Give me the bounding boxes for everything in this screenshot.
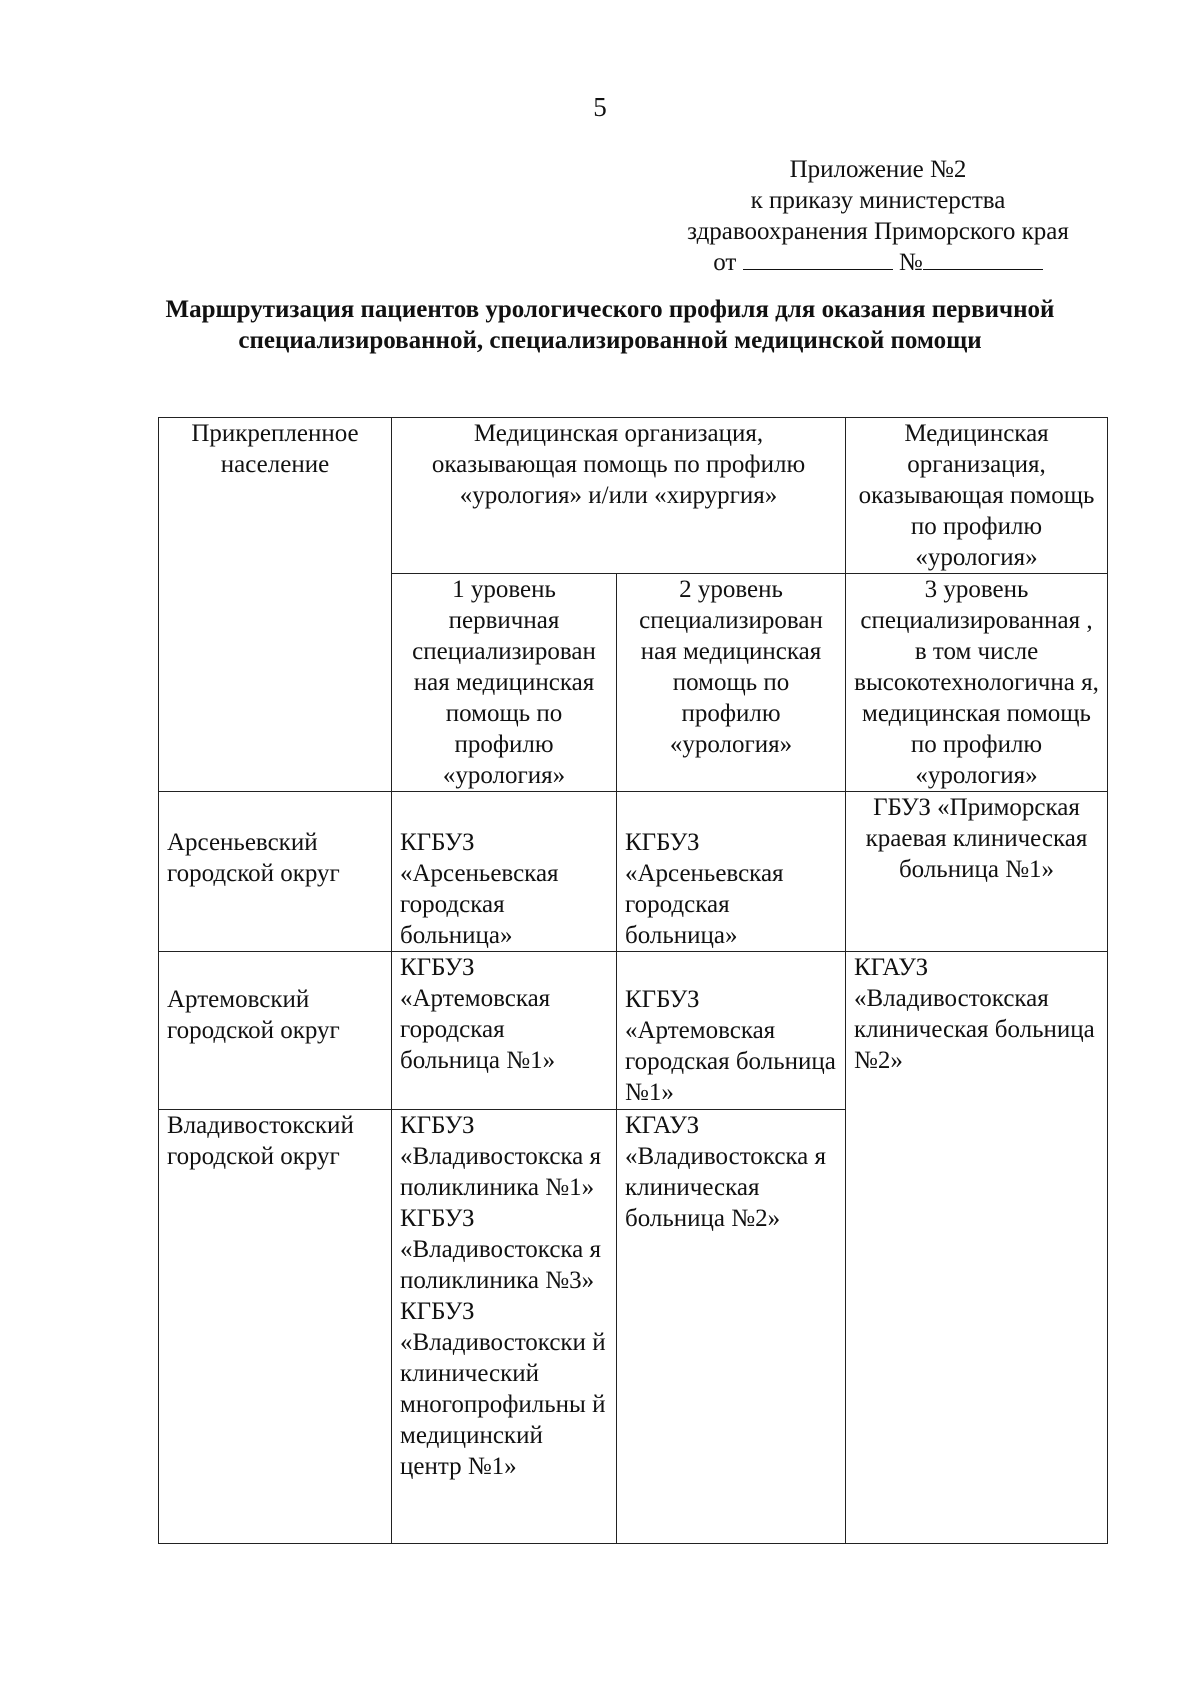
page-number: 5 (593, 92, 607, 122)
row-population: Владивостокский городской округ (159, 1110, 392, 1544)
header-org-levels-1-2: Медицинская организация, оказывающая помощь по профилю «урология» и/или «хирургия» (392, 418, 846, 574)
appendix-block (648, 154, 1108, 278)
row-level-3: КГАУЗ «Владивостокская клиническая больница №2» (846, 952, 1108, 1544)
row-level-2: КГБУЗ «Артемовская городская больница №1» (617, 952, 846, 1110)
appendix-date-number-line (648, 247, 1108, 278)
row-level-1: КГБУЗ «Артемовская городская больница №1» (392, 952, 617, 1110)
row-level-3: ГБУЗ «Приморская краевая клиническая больница №1» (846, 792, 1108, 952)
date-blank (743, 249, 893, 270)
header-level-2: 2 уровень специализирован ная медицинская помощь по профилю «урология» (617, 574, 846, 792)
row-population: Арсеньевский городской округ (159, 792, 392, 952)
header-org-level-3: Медицинская организация, оказывающая помощь по профилю «урология» (846, 418, 1108, 574)
table-row (159, 952, 1108, 1110)
row-population: Артемовский городской округ (159, 952, 392, 1110)
table-header-row (159, 418, 1108, 574)
header-population: Прикрепленное население (159, 418, 392, 792)
appendix-number-label: № (898, 249, 923, 276)
row-level-1: КГБУЗ «Владивостокска я поликлиника №1» КГБУЗ «Владивостокска я поликлиника №3» КГБУЗ «Владивостокски й клинический многопрофильны й медицинский центр №1» (392, 1110, 617, 1544)
header-level-3: 3 уровень специализированная , в том числе высокотехнологична я, медицинская помощь по профилю «урология» (846, 574, 1108, 792)
appendix-line-3: здравоохранения Приморского края (687, 218, 1069, 245)
document-title: Маршрутизация пациентов урологического профиля для оказания первичной специализированной, специализированной медицинской помощи (165, 296, 1055, 354)
appendix-line-2: к приказу министерства (750, 187, 1006, 214)
header-level-1: 1 уровень первичная специализирован ная медицинская помощь по профилю «урология» (392, 574, 617, 792)
row-level-2: КГАУЗ «Владивостокска я клиническая больница №2» (617, 1110, 846, 1544)
appendix-from-label: от (713, 249, 737, 276)
number-blank (923, 249, 1043, 270)
row-level-2: КГБУЗ «Арсеньевская городская больница» (617, 792, 846, 952)
table-row (159, 792, 1108, 952)
routing-table (158, 417, 1108, 1544)
appendix-line-1: Приложение №2 (789, 156, 967, 183)
row-level-1: КГБУЗ «Арсеньевская городская больница» (392, 792, 617, 952)
